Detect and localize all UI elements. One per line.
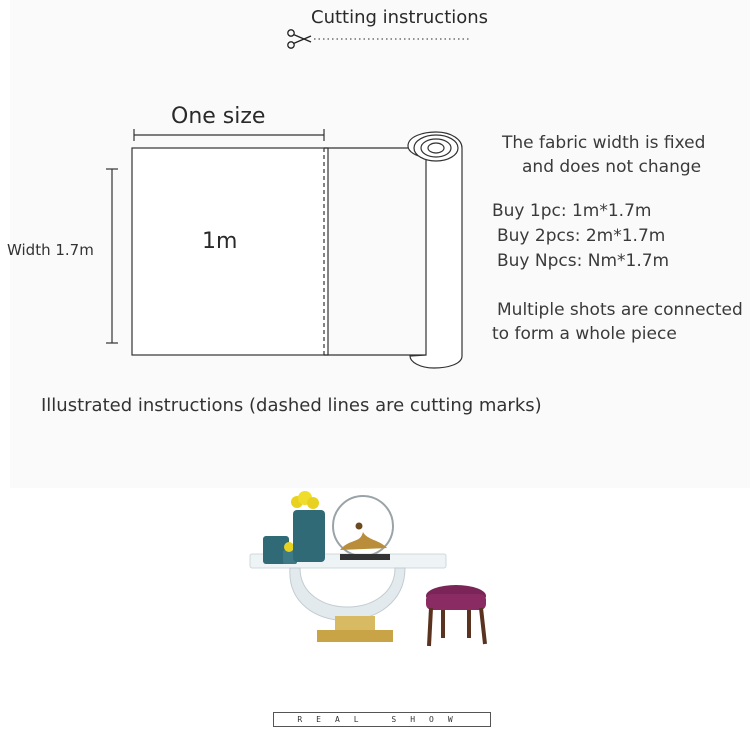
diagram-caption: Illustrated instructions (dashed lines are cutting marks) [41, 395, 542, 416]
real-show-product-photo [245, 488, 505, 658]
buy-npcs-note: Buy Npcs: Nm*1.7m [497, 251, 670, 271]
buy-1pc-note: Buy 1pc: 1m*1.7m [492, 201, 652, 221]
buy-2pcs-note: Buy 2pcs: 2m*1.7m [497, 226, 666, 246]
fixed-width-note-line2: and does not change [522, 157, 702, 177]
fabric-roll-icon [408, 132, 462, 368]
connected-note-line1: Multiple shots are connected [497, 300, 743, 320]
fabric-diagram [128, 128, 473, 373]
page-title: Cutting instructions [311, 7, 489, 28]
width-dimension-line [104, 165, 120, 347]
fixed-width-note-line1: The fabric width is fixed [502, 133, 706, 153]
connected-note-line2: to form a whole piece [492, 324, 677, 344]
width-label: Width 1.7m [7, 241, 94, 259]
fabric-piece-label: 1m [202, 229, 238, 254]
one-size-label: One size [171, 104, 266, 129]
scissors-cut-line [284, 26, 474, 52]
real-show-label: REAL SHOW [273, 712, 491, 727]
scissors-icon [288, 30, 311, 48]
